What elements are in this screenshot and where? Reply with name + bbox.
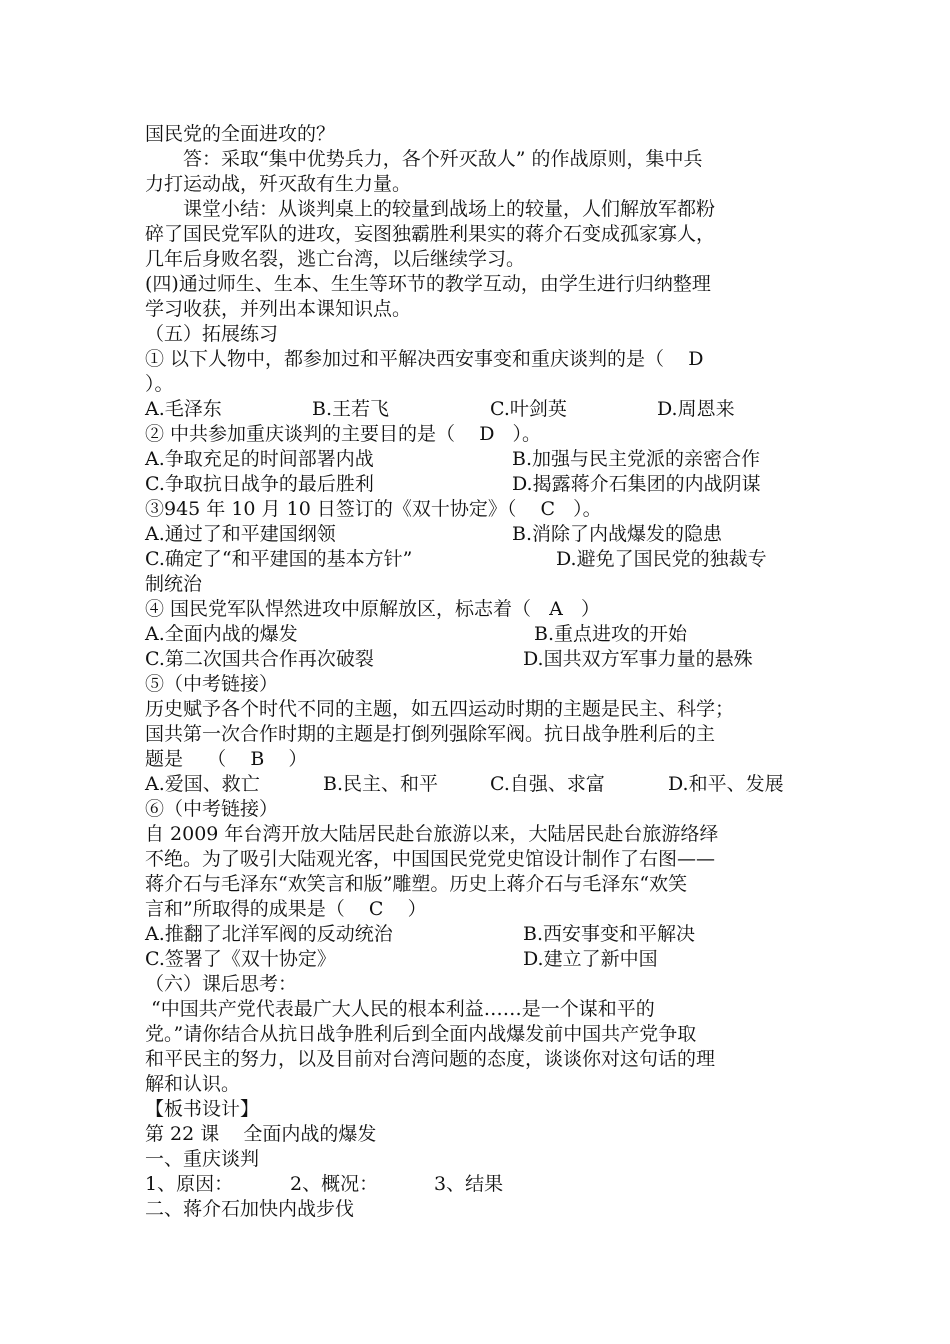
q6-option-d: D.建立了新中国 [523,948,658,970]
board-lesson: 第 22 课 全面内战的爆发 [145,1123,377,1145]
q6-option-b: B.西安事变和平解决 [523,923,696,945]
q5-option-b: B.民主、和平 [323,773,439,795]
q1-option-c: C.叶剑英 [490,398,567,420]
q5-label: ⑤（中考链接） [145,673,279,695]
q1-option-d: D.周恩来 [657,398,735,420]
q4-option-a: A.全面内战的爆发 [145,623,298,645]
q1-stem: ）。 [145,373,174,395]
q3-option-c: C.确定了“和平建国的基本方针” [145,548,413,570]
q4-option-b: B.重点进攻的开始 [534,623,688,645]
q5-stem: 国共第一次合作时期的主题是打倒列强除军阀。抗日战争胜利后的主 [145,723,716,745]
q4-option-c: C.第二次国共合作再次破裂 [145,648,374,670]
section6-line: 党。”请你结合从抗日战争胜利后到全面内战爆发前中国共产党争取 [145,1023,697,1045]
q2-option-a: A.争取充足的时间部署内战 [145,448,374,470]
q3-option-b: B.消除了内战爆发的隐患 [512,523,723,545]
q4-option-d: D.国共双方军事力量的悬殊 [523,648,753,670]
answer-line: 力打运动战，歼灭敌有生力量。 [145,173,412,195]
board-item-3: 3、结果 [434,1173,504,1195]
section6-title: （六）课后思考： [145,973,298,995]
q3-stem: ③945 年 10 月 10 日签订的《双十协定》（ C ）。 [145,498,602,520]
q6-stem: 不绝。为了吸引大陆观光客，中国国民党党史馆设计制作了右图—— [145,848,716,870]
q6-option-a: A.推翻了北洋军阀的反动统治 [145,923,393,945]
q6-stem: 自 2009 年台湾开放大陆居民赴台旅游以来，大陆居民赴台旅游络绎 [145,823,719,845]
q5-stem: 题是 （ B ） [145,748,308,770]
answer-line: 答：采取“集中优势兵力，各个歼灭敌人” 的作战原则，集中兵 [183,148,703,170]
q6-label: ⑥（中考链接） [145,798,279,820]
board-title: 【板书设计】 [145,1098,260,1120]
section4-line: (四)通过师生、生本、生生等环节的教学互动，由学生进行归纳整理 [145,273,711,295]
q2-option-c: C.争取抗日战争的最后胜利 [145,473,374,495]
summary-line: 碎了国民党军队的进攻，妄图独霸胜利果实的蒋介石变成孤家寡人， [145,223,716,245]
section5-title: （五）拓展练习 [145,323,279,345]
board-part-2: 二、蒋介石加快内战步伐 [145,1198,355,1220]
q2-option-d: D.揭露蒋介石集团的内战阴谋 [512,473,761,495]
section6-line: “中国共产党代表最广大人民的根本利益……是一个谋和平的 [145,998,655,1020]
q2-stem: ② 中共参加重庆谈判的主要目的是（ D ）。 [145,423,542,445]
q4-stem: ④ 国民党军队悍然进攻中原解放区，标志着（ A ） [145,598,600,620]
section4-line: 学习收获，并列出本课知识点。 [145,298,412,320]
summary-line: 几年后身败名裂，逃亡台湾，以后继续学习。 [145,248,526,270]
q3-option-d-wrap: 制统治 [145,573,203,595]
q5-option-c: C.自强、求富 [490,773,605,795]
board-item-2: 2、概况： [290,1173,379,1195]
q6-option-c: C.签署了《双十协定》 [145,948,336,970]
q2-option-b: B.加强与民主党派的亲密合作 [512,448,761,470]
section6-line: 和平民主的努力，以及目前对台湾问题的态度，谈谈你对这句话的理 [145,1048,716,1070]
summary-line: 课堂小结：从谈判桌上的较量到战场上的较量，人们解放军都粉 [183,198,716,220]
board-item-1: 1、原因： [145,1173,234,1195]
board-part-1: 一、重庆谈判 [145,1148,260,1170]
q5-option-d: D.和平、发展 [668,773,784,795]
q1-option-b: B.王若飞 [312,398,390,420]
q3-option-a: A.通过了和平建国纲领 [145,523,336,545]
q1-stem: ① 以下人物中，都参加过和平解决西安事变和重庆谈判的是（ D [145,348,704,370]
q1-option-a: A.毛泽东 [145,398,222,420]
q5-stem: 历史赋予各个时代不同的主题，如五四运动时期的主题是民主、科学； [145,698,735,720]
question-tail: 国民党的全面进攻的？ [145,123,336,145]
q6-stem: 言和”所取得的成果是（ C ） [145,898,427,920]
q6-stem: 蒋介石与毛泽东“欢笑言和版”雕塑。历史上蒋介石与毛泽东“欢笑 [145,873,688,895]
q5-option-a: A.爱国、救亡 [145,773,260,795]
section6-line: 解和认识。 [145,1073,241,1095]
q3-option-d: D.避免了国民党的独裁专 [556,548,767,570]
